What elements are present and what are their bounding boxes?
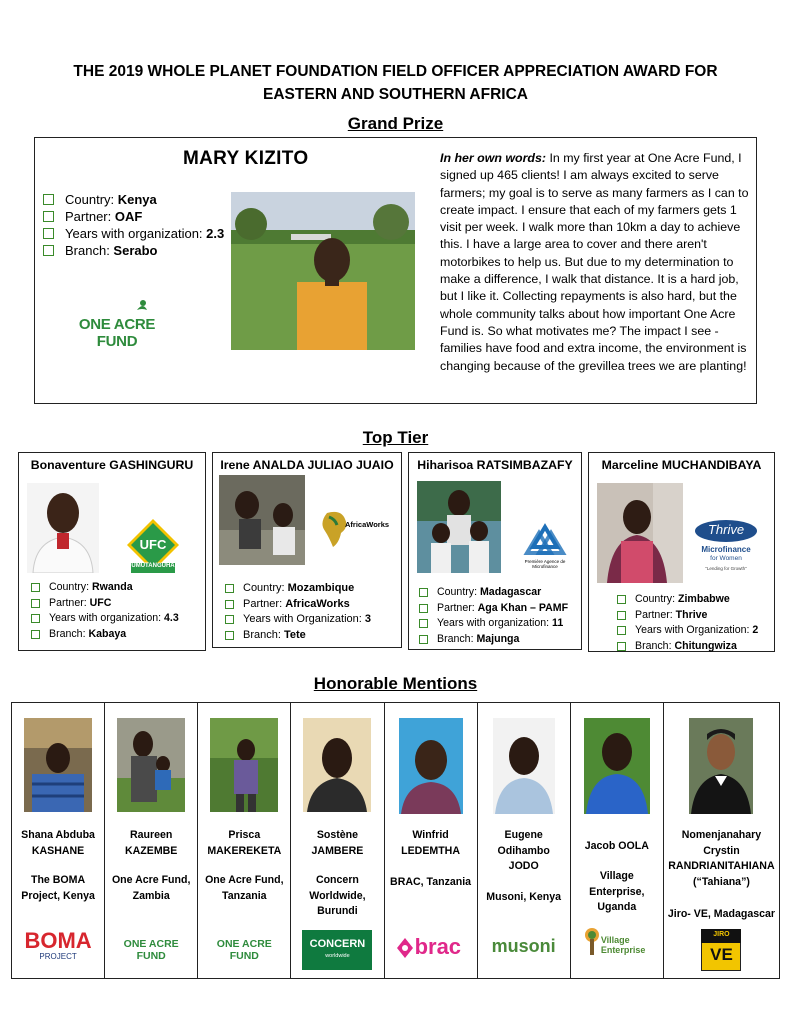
card-info-list	[225, 581, 401, 643]
honorable-mention	[478, 703, 571, 978]
list-item: Branch: Majunga	[419, 632, 581, 648]
grand-prize-card	[34, 137, 757, 404]
person-photo	[584, 718, 650, 814]
honorable-mention	[198, 703, 291, 978]
list-item: Branch: Serabo	[43, 242, 233, 259]
top-tier-card	[212, 452, 402, 648]
checkbox-icon	[225, 631, 234, 640]
honorable-mention	[385, 703, 478, 978]
checkbox-icon	[31, 599, 40, 608]
person-photo	[219, 475, 305, 565]
person-photo	[210, 718, 278, 812]
person-org: The BOMA Project, Kenya	[21, 874, 95, 902]
grand-prize-heading: Grand Prize	[347, 114, 444, 133]
list-item: Country: Madagascar	[419, 585, 581, 601]
honorable-mention	[105, 703, 198, 978]
jiro-ve-logo: JIRO VE	[701, 929, 741, 971]
checkbox-icon	[43, 245, 54, 256]
card-info-list	[419, 585, 581, 647]
honorable-mention	[664, 703, 779, 978]
person-name: Nomenjanahary Crystin RANDRIANITAHIANA (“Tahiana”)	[668, 829, 775, 888]
list-item: Country: Zimbabwe	[617, 592, 775, 608]
honorable-mention	[12, 703, 105, 978]
honorable-mention	[291, 703, 384, 978]
brac-logo: brac	[389, 928, 473, 970]
person-photo	[689, 718, 753, 814]
person-org: Concern Worldwide, Burundi	[309, 874, 366, 917]
checkbox-icon	[225, 584, 234, 593]
list-item: Years with Organization: 3	[225, 612, 401, 628]
winner-name: MARY KIZITO	[183, 148, 309, 169]
list-item: Partner: AfricaWorks	[225, 597, 401, 613]
person-name: Sostène JAMBERE	[311, 829, 364, 857]
list-item: Country: Kenya	[43, 191, 233, 208]
checkbox-icon	[617, 595, 626, 604]
person-photo	[24, 718, 92, 812]
person-photo	[117, 718, 185, 812]
list-item: Years with organization: 2.3	[43, 225, 233, 242]
checkbox-icon	[225, 600, 234, 609]
list-item: Branch: Chitungwiza	[617, 639, 775, 655]
list-item: Partner: UFC	[31, 596, 203, 612]
person-photo	[303, 718, 371, 812]
list-item: Branch: Kabaya	[31, 627, 203, 643]
checkbox-icon	[43, 228, 54, 239]
list-item: Country: Rwanda	[31, 580, 203, 596]
checkbox-icon	[617, 611, 626, 620]
document-title	[40, 60, 751, 106]
card-name: Marceline MUCHANDIBAYA	[601, 458, 762, 472]
pamf-logo: Première Agence de Microfinance	[513, 523, 577, 569]
list-item: Country: Mozambique	[225, 581, 401, 597]
top-tier-card	[408, 452, 582, 650]
person-org: Village Enterprise, Uganda	[589, 870, 645, 913]
checkbox-icon	[43, 211, 54, 222]
list-item: Years with organization: 4.3	[31, 611, 203, 627]
one-acre-fund-logo: ONE ACRE FUND	[216, 938, 272, 962]
person-photo	[399, 718, 463, 814]
one-acre-fund-logo: ONE ACRE FUND	[65, 296, 169, 340]
person-photo	[493, 718, 555, 814]
village-enterprise-logo: Village Enterprise	[575, 923, 659, 971]
checkbox-icon	[225, 615, 234, 624]
list-item: Partner: Thrive	[617, 608, 775, 624]
winner-quote: In her own words: In my first year at One Acre Fund, I signed up 465 clients! I am always excited to serve farmers; my goal is to serve as many farmers as I can to create impact. I ensure that each of my farmers gets 1 visit per week. I walk more than 10km a day to achieve this. I have a large area to cover and there aren't motorbikes to help us. But due to my determination to make a difference, I walk that distance. It is a hard job, but I like it. Collecting repayments is also hard, but the whole community talks about how important One Acre Fund is. So what motivates me? The impact I see - families have food and extra income, the environment is changing because of the grevillea trees we are planting!	[440, 151, 749, 373]
checkbox-icon	[31, 614, 40, 623]
top-tier-heading: Top Tier	[362, 428, 429, 447]
person-org: One Acre Fund, Tanzania	[205, 874, 284, 902]
card-info-list	[31, 580, 203, 642]
person-org: Musoni, Kenya	[486, 891, 562, 903]
thrive-logo: Thrive Microfinance for Women "Lending for Growth"	[693, 519, 759, 575]
boma-logo: BOMA PROJECT	[24, 928, 92, 961]
person-name: Winfrid LEDEMTHA	[401, 829, 460, 857]
honorable-mention	[571, 703, 664, 978]
person-photo	[27, 483, 99, 573]
list-item: Partner: OAF	[43, 208, 233, 225]
list-item: Partner: Aga Khan – PAMF	[419, 601, 581, 617]
card-name: Bonaventure GASHINGURU	[30, 458, 194, 472]
musoni-logo: musoni	[491, 936, 556, 956]
card-info-list	[617, 592, 775, 654]
card-name: Irene ANALDA JULIAO JUAIO	[220, 458, 394, 472]
person-org: One Acre Fund, Zambia	[111, 874, 191, 902]
person-org: Jiro- VE, Madagascar	[667, 908, 776, 920]
concern-worldwide-logo: CONCERN worldwide	[302, 928, 372, 970]
honorable-mentions-row	[11, 702, 780, 979]
honorable-mentions-heading: Honorable Mentions	[313, 674, 478, 693]
list-item: Years with Organization: 2	[617, 623, 775, 639]
checkbox-icon	[419, 588, 428, 597]
winner-photo	[231, 192, 415, 350]
checkbox-icon	[31, 630, 40, 639]
checkbox-icon	[43, 194, 54, 205]
winner-info-list	[43, 191, 233, 259]
person-name: Shana Abduba KASHANE	[21, 829, 95, 857]
checkbox-icon	[419, 635, 428, 644]
list-item: Branch: Tete	[225, 628, 401, 644]
card-name: Hiharisoa RATSIMBAZAFY	[417, 458, 573, 472]
checkbox-icon	[31, 583, 40, 592]
title-line-2: EASTERN AND SOUTHERN AFRICA	[263, 86, 528, 103]
person-name: Prisca MAKEREKETA	[207, 829, 282, 857]
checkbox-icon	[617, 642, 626, 651]
person-org: BRAC, Tanzania	[390, 876, 472, 888]
title-line-1: THE 2019 WHOLE PLANET FOUNDATION FIELD OFFICER APPRECIATION AWARD FOR	[73, 63, 718, 80]
person-name: Raureen KAZEMBE	[124, 829, 178, 857]
list-item: Years with organization: 11	[419, 616, 581, 632]
top-tier-card	[18, 452, 206, 651]
checkbox-icon	[419, 604, 428, 613]
one-acre-fund-logo: ONE ACRE FUND	[123, 938, 179, 962]
person-photo	[417, 481, 501, 573]
person-name: Jacob OOLA	[584, 840, 649, 852]
africaworks-logo: AfricaWorks	[321, 509, 395, 549]
checkbox-icon	[419, 619, 428, 628]
person-photo	[597, 483, 683, 583]
ufc-logo: UFC UMUTANGUHA	[123, 517, 183, 573]
checkbox-icon	[617, 626, 626, 635]
top-tier-card	[588, 452, 775, 652]
person-name: Eugene Odihambo JODO	[497, 829, 550, 872]
